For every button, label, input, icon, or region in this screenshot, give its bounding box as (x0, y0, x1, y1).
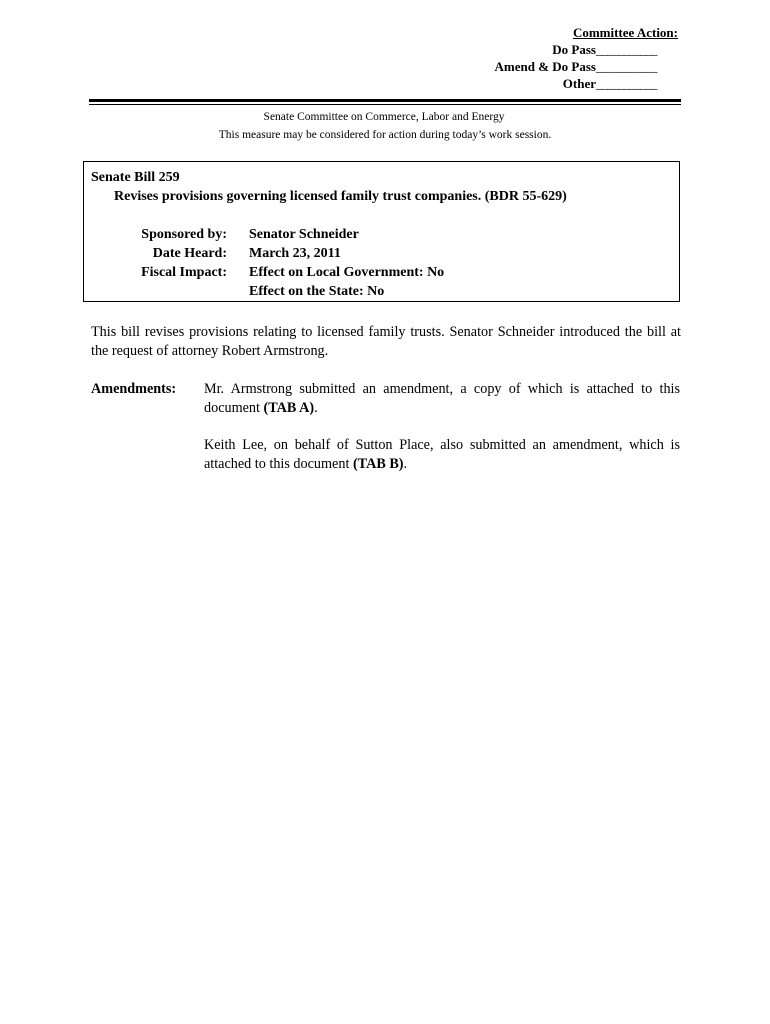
fiscal-impact-local: Effect on Local Government: No (249, 265, 445, 280)
bill-summary: Revises provisions governing licensed family trust companies. (BDR 55-629) (114, 189, 567, 204)
header-rule-thick (89, 99, 681, 102)
fiscal-impact-state-row (84, 282, 444, 301)
do-pass-label: Do Pass (552, 42, 596, 57)
bill-description: This bill revises provisions relating to licensed family trusts. Senator Schneider introduced the bill at the request of attorney Robert Armstrong. (91, 324, 681, 359)
other-blank: ___________ (596, 76, 657, 91)
amendment-2-text: Keith Lee, on behalf of Sutton Place, also submitted an amendment, which is attached to this document (204, 437, 680, 472)
amendment-1-tab-ref: (TAB A) (263, 400, 315, 416)
amend-do-pass-label: Amend & Do Pass (494, 59, 596, 74)
sponsored-by-row (84, 225, 444, 244)
sponsored-by-value: Senator Schneider (249, 227, 359, 242)
committee-action-row-amend-do-pass (495, 58, 678, 75)
date-heard-row (84, 244, 444, 263)
amendment-2-end: . (403, 456, 408, 472)
fiscal-impact-state: Effect on the State: No (249, 284, 385, 299)
committee-name: Senate Committee on Commerce, Labor and Energy (263, 111, 505, 123)
fiscal-impact-row (84, 263, 444, 282)
do-pass-blank: ___________ (596, 42, 657, 57)
date-heard-label: Date Heard: (152, 246, 227, 261)
committee-action-block (495, 24, 678, 92)
committee-action-row-other (495, 75, 678, 92)
amendments-label: Amendments: (91, 381, 177, 397)
amendment-1-end: . (314, 400, 318, 416)
other-label: Other (562, 76, 596, 91)
amend-do-pass-blank: ___________ (596, 59, 657, 74)
committee-action-title: Committee Action: (572, 25, 678, 40)
work-session-note: This measure may be considered for action during today’s work session. (218, 129, 552, 141)
amendment-2 (204, 436, 680, 474)
amendment-2-tab-ref: (TAB B) (352, 456, 404, 472)
amendment-1 (204, 380, 680, 418)
sponsored-by-label: Sponsored by: (141, 227, 227, 242)
date-heard-value: March 23, 2011 (249, 246, 341, 261)
committee-action-row-do-pass (495, 41, 678, 58)
bill-details (84, 225, 444, 301)
header-rule-thin (89, 104, 681, 105)
fiscal-impact-spacer (84, 282, 227, 301)
bill-number: Senate Bill 259 (91, 170, 180, 185)
amendment-1-text: Mr. Armstrong submitted an amendment, a copy of which is attached to this document (204, 381, 680, 416)
fiscal-impact-label: Fiscal Impact: (141, 265, 227, 280)
bill-summary-box (83, 161, 680, 302)
